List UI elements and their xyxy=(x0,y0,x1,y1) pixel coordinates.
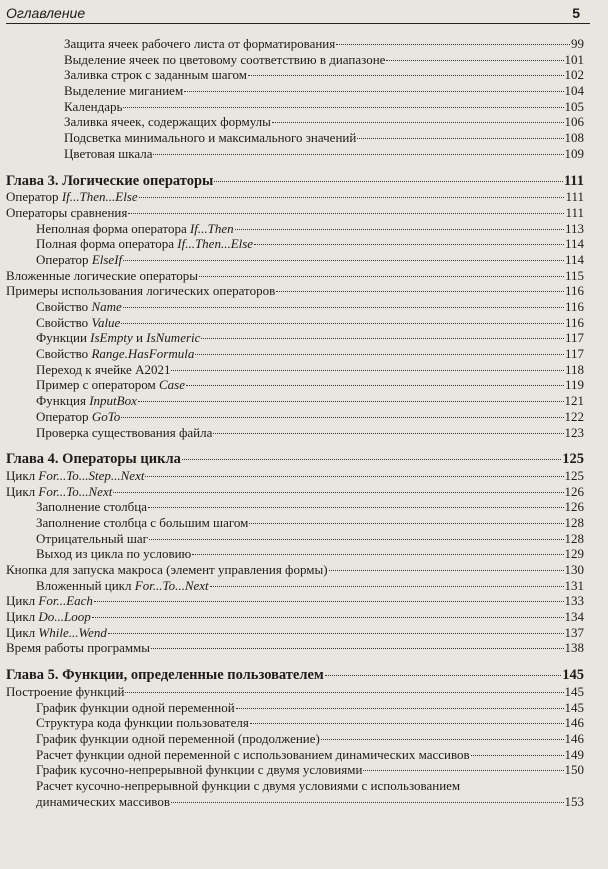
title-fragment: Оператор xyxy=(36,408,92,424)
toc-entry-title xyxy=(6,593,93,609)
toc-page-number: 128 xyxy=(564,530,584,546)
dot-leader xyxy=(329,570,564,571)
toc-entry[interactable] xyxy=(6,252,584,268)
toc-entry-title xyxy=(36,409,120,425)
title-fragment: IsNumeric xyxy=(146,330,201,346)
dot-leader xyxy=(128,213,564,214)
toc-entry[interactable] xyxy=(6,393,584,409)
toc-entry-title xyxy=(64,130,356,146)
header-page-number: 5 xyxy=(572,5,580,21)
toc-entry-title xyxy=(36,747,470,763)
toc-page-number: 116 xyxy=(564,283,584,299)
title-fragment: Полная форма оператора xyxy=(36,236,178,252)
title-fragment: Выделение миганием xyxy=(64,83,184,99)
toc-entry[interactable] xyxy=(6,546,584,562)
toc-chapter-entry[interactable] xyxy=(6,452,584,468)
dot-leader xyxy=(357,138,563,139)
toc-entry-title xyxy=(6,625,107,641)
title-fragment: Заливка строк с заданным шагом xyxy=(64,67,247,83)
toc-page-number: 150 xyxy=(564,762,584,778)
dot-leader xyxy=(151,648,563,649)
title-fragment: Value xyxy=(91,314,121,330)
toc-page-number: 105 xyxy=(564,98,584,114)
header-title: Оглавление xyxy=(6,5,86,21)
dot-leader xyxy=(94,601,564,602)
toc-page-number: 117 xyxy=(564,346,584,362)
title-fragment: Глава 3. Логические операторы xyxy=(6,172,214,189)
toc-page-number: 108 xyxy=(564,130,584,146)
toc-entry-title xyxy=(36,236,253,252)
toc-entry[interactable] xyxy=(6,146,584,162)
dot-leader xyxy=(195,354,564,355)
toc-entry[interactable] xyxy=(6,377,584,393)
title-fragment: If...Then xyxy=(189,220,234,236)
title-fragment: Неполная форма оператора xyxy=(36,220,190,236)
toc-entry[interactable] xyxy=(6,640,584,656)
toc-page-number: 113 xyxy=(564,220,584,236)
toc-entry[interactable] xyxy=(6,715,584,731)
toc-entry[interactable] xyxy=(6,562,584,578)
toc-page-number: 125 xyxy=(564,467,584,483)
dot-leader xyxy=(321,739,564,740)
toc-entry-title xyxy=(36,715,249,731)
dot-leader xyxy=(123,307,564,308)
dot-leader xyxy=(138,401,564,402)
dot-leader xyxy=(121,323,564,324)
dot-leader xyxy=(92,617,564,618)
dot-leader xyxy=(186,385,564,386)
toc-entry-title xyxy=(64,114,271,130)
toc-page-number: 134 xyxy=(564,609,584,625)
title-fragment: Выход из цикла по условию xyxy=(36,546,192,562)
toc-entry-title xyxy=(6,205,127,221)
toc-entry[interactable] xyxy=(6,221,584,237)
toc-page-number: 116 xyxy=(564,299,584,314)
dot-leader xyxy=(248,75,564,76)
toc-entry-title xyxy=(6,452,181,468)
title-fragment: For...Each xyxy=(38,593,93,609)
title-fragment: If...Then...Else xyxy=(61,189,138,205)
title-fragment: Структура кода функции пользователя xyxy=(36,715,249,731)
title-fragment: Цикл xyxy=(6,467,39,483)
toc-entry-title xyxy=(36,578,209,594)
toc-entry[interactable] xyxy=(6,409,584,425)
toc-page-number: 118 xyxy=(564,361,584,377)
title-fragment: Заполнение столбца с большим шагом xyxy=(36,514,249,530)
title-fragment: Время работы программы xyxy=(6,640,151,656)
toc-page-number: 123 xyxy=(564,424,584,440)
toc-entry[interactable] xyxy=(6,425,584,441)
toc-page-number: 129 xyxy=(564,546,584,562)
toc-page-number: 145 xyxy=(564,699,584,715)
title-fragment: Функция xyxy=(36,393,90,409)
toc-entry[interactable] xyxy=(6,362,584,378)
table-of-contents xyxy=(6,36,584,809)
title-fragment: Do...Loop xyxy=(38,609,91,625)
title-fragment: Вложенный цикл xyxy=(36,577,135,593)
toc-page-number: 145 xyxy=(564,683,584,699)
toc-entry[interactable] xyxy=(6,189,584,205)
dot-leader xyxy=(363,770,563,771)
toc-entry[interactable] xyxy=(6,114,584,130)
toc-entry[interactable] xyxy=(6,578,584,594)
title-fragment: График кусочно-непрерывной функции с двумя условиями xyxy=(36,762,363,778)
title-fragment: Расчет функции одной переменной с использованием динамических массивов xyxy=(36,746,470,762)
toc-entry[interactable] xyxy=(6,52,584,68)
toc-entry[interactable] xyxy=(6,83,584,99)
toc-entry-title xyxy=(36,221,234,237)
title-fragment: Вложенные логические операторы xyxy=(6,267,198,283)
dot-leader xyxy=(214,181,562,182)
toc-entry-title xyxy=(64,99,122,115)
title-fragment: Кнопка для запуска макроса (элемент управления формы) xyxy=(6,562,328,577)
toc-entry[interactable] xyxy=(6,299,584,315)
toc-page-number: 126 xyxy=(564,499,584,515)
dot-leader xyxy=(325,675,561,676)
toc-page-number: 130 xyxy=(564,562,584,577)
toc-entry-title xyxy=(64,67,247,83)
toc-entry[interactable] xyxy=(6,515,584,531)
toc-page-number: 109 xyxy=(564,145,584,161)
toc-page-number: 111 xyxy=(563,172,584,189)
title-fragment: Отрицательный шаг xyxy=(36,530,148,546)
toc-entry[interactable] xyxy=(6,625,584,641)
toc-entry[interactable] xyxy=(6,593,584,609)
toc-entry-title xyxy=(36,515,248,531)
toc-entry[interactable] xyxy=(6,99,584,115)
title-fragment: Цикл xyxy=(6,593,39,609)
title-fragment: Цикл xyxy=(6,609,39,625)
toc-entry-title xyxy=(36,731,320,747)
dot-leader xyxy=(236,708,564,709)
dot-leader xyxy=(125,692,563,693)
toc-entry-title xyxy=(36,393,137,409)
toc-entry[interactable] xyxy=(6,283,584,299)
toc-page-number: 111 xyxy=(565,204,584,220)
title-fragment: For...To...Step...Next xyxy=(38,467,145,483)
toc-entry-title xyxy=(6,174,213,190)
dot-leader xyxy=(201,338,564,339)
dot-leader xyxy=(121,417,563,418)
title-fragment: Защита ячеек рабочего листа от форматирования xyxy=(64,36,336,51)
dot-leader xyxy=(108,633,564,634)
toc-page-number: 138 xyxy=(564,640,584,656)
title-fragment: For...To...Next xyxy=(38,483,113,499)
dot-leader xyxy=(199,276,564,277)
toc-entry[interactable] xyxy=(6,346,584,362)
title-fragment: While...Wend xyxy=(38,624,107,640)
toc-entry[interactable] xyxy=(6,531,584,547)
toc-entry[interactable] xyxy=(6,609,584,625)
toc-entry[interactable] xyxy=(6,468,584,484)
dot-leader xyxy=(153,154,563,155)
dot-leader xyxy=(471,755,564,756)
dot-leader xyxy=(139,197,565,198)
toc-entry-title xyxy=(36,346,194,362)
toc-page-number: 128 xyxy=(564,514,584,530)
dot-leader xyxy=(145,476,563,477)
toc-page-number: 101 xyxy=(564,51,584,67)
toc-page-number: 117 xyxy=(564,330,584,346)
title-fragment: Глава 5. Функции, определенные пользователем xyxy=(6,667,324,684)
toc-page-number: 146 xyxy=(564,715,584,731)
dot-leader xyxy=(192,554,563,555)
dot-leader xyxy=(336,44,570,45)
title-fragment: График функции одной переменной (продолжение) xyxy=(36,730,320,746)
title-fragment: Построение функций xyxy=(6,683,125,699)
toc-entry-title xyxy=(36,362,170,378)
title-fragment: GoTo xyxy=(91,408,121,424)
dot-leader xyxy=(250,723,564,724)
toc-entry[interactable] xyxy=(6,315,584,331)
toc-page-number: 114 xyxy=(564,251,584,267)
toc-entry-title xyxy=(6,283,275,299)
title-fragment: Пример с оператором xyxy=(36,377,160,393)
toc-entry-title xyxy=(36,252,122,268)
dot-leader xyxy=(276,291,564,292)
toc-chapter-entry[interactable] xyxy=(6,668,584,684)
running-header xyxy=(6,2,590,24)
toc-page-number: 131 xyxy=(564,577,584,593)
dot-leader xyxy=(182,459,561,460)
dot-leader xyxy=(249,523,563,524)
title-fragment: График функции одной переменной xyxy=(36,699,235,715)
toc-entry-title xyxy=(6,609,91,625)
title-fragment: Функции xyxy=(36,330,91,346)
toc-entry[interactable] xyxy=(6,499,584,515)
dot-leader xyxy=(171,802,564,803)
toc-page-number: 119 xyxy=(564,377,584,393)
title-fragment: Подсветка минимального и максимального значений xyxy=(64,130,357,146)
title-fragment: Name xyxy=(91,299,122,314)
toc-page-number: 102 xyxy=(564,67,584,83)
toc-entry-title xyxy=(36,546,191,562)
title-fragment: Case xyxy=(159,377,186,393)
toc-entry-title xyxy=(6,684,124,700)
toc-entry[interactable] xyxy=(6,762,584,778)
toc-entry-title xyxy=(6,484,112,500)
title-fragment: Календарь xyxy=(64,98,123,114)
title-fragment: Цветовая шкала xyxy=(64,145,153,161)
toc-page-number: 106 xyxy=(564,114,584,130)
title-fragment: IsEmpty xyxy=(90,330,133,346)
toc-page-number: 122 xyxy=(564,408,584,424)
toc-entry-title xyxy=(64,146,152,162)
dot-leader xyxy=(123,107,563,108)
title-fragment: If...Then...Else xyxy=(177,236,254,252)
toc-entry[interactable] xyxy=(6,747,584,763)
dot-leader xyxy=(386,60,563,61)
dot-leader xyxy=(210,586,564,587)
toc-entry-title xyxy=(6,268,198,284)
title-fragment: Глава 4. Операторы цикла xyxy=(6,451,181,468)
toc-entry-title xyxy=(36,499,147,515)
title-fragment: Цикл xyxy=(6,483,39,499)
toc-page-number: 111 xyxy=(565,189,584,205)
toc-page-number: 104 xyxy=(564,83,584,99)
title-fragment: динамических массивов xyxy=(36,793,170,809)
toc-page-number: 115 xyxy=(564,267,584,283)
title-fragment: Примеры использования логических операторов xyxy=(6,283,276,299)
toc-page-number: 121 xyxy=(564,393,584,409)
title-fragment: For...To...Next xyxy=(134,577,209,593)
dot-leader xyxy=(272,122,564,123)
toc-entry[interactable] xyxy=(6,236,584,252)
toc-entry-title xyxy=(36,425,212,441)
title-fragment: Свойство xyxy=(36,346,92,362)
toc-page-number: 116 xyxy=(564,314,584,330)
toc-page-number: 133 xyxy=(564,593,584,609)
toc-entry-title xyxy=(36,531,148,547)
toc-entry-title xyxy=(6,640,150,656)
toc-entry[interactable] xyxy=(6,36,584,52)
title-fragment: и xyxy=(132,330,147,346)
dot-leader xyxy=(184,91,563,92)
toc-entry-title xyxy=(36,330,200,346)
toc-chapter-entry[interactable] xyxy=(6,174,584,190)
title-fragment: Свойство xyxy=(36,314,92,330)
title-fragment: Заливка ячеек, содержащих формулы xyxy=(64,114,271,130)
toc-page-number: 137 xyxy=(564,624,584,640)
toc-entry-title xyxy=(64,36,335,52)
toc-entry-title-line: Расчет кусочно-непрерывной функции с двумя условиями с использованием xyxy=(36,777,461,793)
toc-entry-title xyxy=(64,52,385,68)
dot-leader xyxy=(213,433,563,434)
title-fragment: Оператор xyxy=(36,251,92,267)
title-fragment: Выделение ячеек по цветовому соответствию в диапазоне xyxy=(64,51,386,67)
toc-entry-title xyxy=(36,762,362,778)
toc-entry-title xyxy=(36,299,122,315)
toc-entry[interactable] xyxy=(6,67,584,83)
toc-entry[interactable] xyxy=(6,330,584,346)
title-fragment: Цикл xyxy=(6,624,39,640)
toc-entry-title xyxy=(36,794,170,810)
toc-page-number: 146 xyxy=(564,730,584,746)
dot-leader xyxy=(148,507,564,508)
toc-entry-title xyxy=(36,377,185,393)
toc-entry[interactable] xyxy=(6,268,584,284)
title-fragment: Range.HasFormula xyxy=(91,346,195,362)
toc-page-number: 153 xyxy=(564,793,584,809)
dot-leader xyxy=(149,539,564,540)
toc-entry[interactable] xyxy=(6,684,584,700)
toc-page-number: 149 xyxy=(564,746,584,762)
title-fragment: Переход к ячейке A2021 xyxy=(36,361,171,377)
toc-page-number: 145 xyxy=(562,667,584,684)
title-fragment: ElseIf xyxy=(91,251,123,267)
toc-entry-title xyxy=(36,700,235,716)
title-fragment: InputBox xyxy=(89,393,137,409)
toc-entry[interactable] xyxy=(6,731,584,747)
toc-entry-title xyxy=(6,668,324,684)
toc-entry[interactable] xyxy=(6,205,584,221)
toc-entry-title xyxy=(6,189,138,205)
toc-entry[interactable] xyxy=(6,778,584,809)
dot-leader xyxy=(235,229,564,230)
toc-entry[interactable] xyxy=(6,700,584,716)
toc-entry[interactable] xyxy=(6,130,584,146)
title-fragment: Заполнение столбца xyxy=(36,499,147,515)
toc-page-number: 114 xyxy=(564,236,584,252)
toc-page-number: 125 xyxy=(562,451,584,468)
dot-leader xyxy=(113,492,563,493)
dot-leader xyxy=(123,260,564,261)
toc-page-number: 99 xyxy=(571,36,584,51)
dot-leader xyxy=(171,370,564,371)
title-fragment: Оператор xyxy=(6,189,62,205)
toc-entry-title xyxy=(64,83,183,99)
toc-entry-title xyxy=(36,315,120,331)
toc-entry[interactable] xyxy=(6,484,584,500)
toc-page-number: 126 xyxy=(564,483,584,499)
toc-entry-title xyxy=(6,562,328,578)
dot-leader xyxy=(254,244,564,245)
title-fragment: Проверка существования файла xyxy=(36,424,213,440)
title-fragment: Свойство xyxy=(36,299,92,314)
toc-entry-title xyxy=(6,468,144,484)
title-fragment: Операторы сравнения xyxy=(6,204,128,220)
